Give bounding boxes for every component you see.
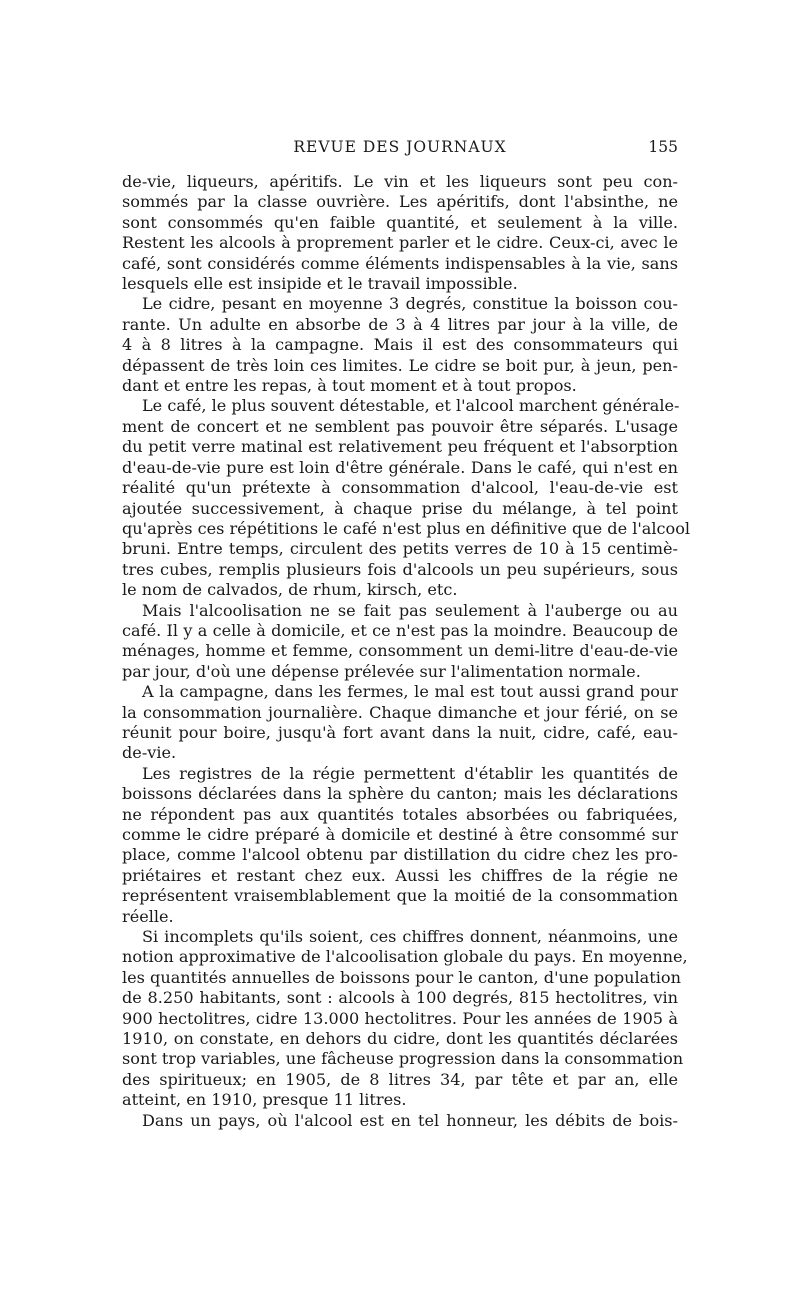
text-line: tres cubes, remplis plusieurs fois d'alcools un peu supérieurs, sous: [122, 559, 678, 579]
text-line: dant et entre les repas, à tout moment et à tout propos.: [122, 376, 577, 396]
paragraph: [122, 764, 678, 927]
text-line: dépassent de très loin ces limites. Le cidre se boit pur, à jeun, pen-: [122, 355, 678, 375]
text-line: réunit pour boire, jusqu'à fort avant dans la nuit, cidre, café, eau-: [122, 722, 678, 742]
text-line: place, comme l'alcool obtenu par distillation du cidre chez les pro-: [122, 845, 678, 865]
text-line: les quantités annuelles de boissons pour le canton, d'une population: [122, 967, 681, 987]
paragraph: [122, 396, 691, 600]
text-line: Les registres de la régie permettent d'établir les quantités de: [142, 763, 678, 783]
running-head: [122, 138, 678, 162]
text-line: le nom de calvados, de rhum, kirsch, etc.: [122, 580, 458, 600]
header-title: REVUE DES JOURNAUX: [293, 138, 507, 156]
text-line: sont consommés qu'en faible quantité, et seulement à la ville.: [122, 212, 678, 232]
body-text: [122, 172, 691, 1131]
text-line: rante. Un adulte en absorbe de 3 à 4 litres par jour à la ville, de: [122, 314, 678, 334]
text-line: ne répondent pas aux quantités totales absorbées ou fabriquées,: [122, 804, 678, 824]
text-line: Le cidre, pesant en moyenne 3 degrés, constitue la boisson cou-: [142, 294, 678, 314]
text-line: de-vie.: [122, 743, 177, 763]
text-line: Restent les alcools à proprement parler et le cidre. Ceux-ci, avec le: [122, 233, 678, 253]
text-line: d'eau-de-vie pure est loin d'être générale. Dans le café, qui n'est en: [122, 457, 678, 477]
text-line: sommés par la classe ouvrière. Les apéritifs, dont l'absinthe, ne: [122, 192, 678, 212]
text-line: réalité qu'un prétexte à consommation d'alcool, l'eau-de-vie est: [122, 478, 678, 498]
text-line: de 8.250 habitants, sont : alcools à 100 degrés, 815 hectolitres, vin: [122, 988, 678, 1008]
text-line: réelle.: [122, 906, 174, 926]
text-line: ménages, homme et femme, consomment un demi-litre d'eau-de-vie: [122, 641, 678, 661]
page: [122, 138, 691, 1131]
text-line: ment de concert et ne semblent pas pouvoir être séparés. L'usage: [122, 416, 678, 436]
paragraph: [122, 294, 678, 396]
text-line: café, sont considérés comme éléments indispensables à la vie, sans: [122, 253, 678, 273]
paragraph: [122, 1111, 678, 1131]
page-number: 155: [648, 138, 678, 156]
text-line: sont trop variables, une fâcheuse progression dans la consommation: [122, 1049, 684, 1069]
text-line: notion approximative de l'alcoolisation globale du pays. En moyenne,: [122, 947, 688, 967]
paragraph: [122, 682, 678, 764]
paragraph: [122, 172, 678, 294]
text-line: café. Il y a celle à domicile, et ce n'est pas la moindre. Beaucoup de: [122, 620, 678, 640]
text-line: bruni. Entre temps, circulent des petits verres de 10 à 15 centimè-: [122, 539, 678, 559]
text-line: 900 hectolitres, cidre 13.000 hectolitres. Pour les années de 1905 à: [122, 1008, 678, 1028]
text-line: représentent vraisemblablement que la moitié de la consommation: [122, 886, 678, 906]
text-line: priétaires et restant chez eux. Aussi les chiffres de la régie ne: [122, 865, 678, 885]
text-line: des spiritueux; en 1905, de 8 litres 34, par tête et par an, elle: [122, 1069, 678, 1089]
text-line: de-vie, liqueurs, apéritifs. Le vin et les liqueurs sont peu con-: [122, 172, 678, 191]
text-line: du petit verre matinal est relativement peu fréquent et l'absorption: [122, 437, 678, 457]
text-line: ajoutée successivement, à chaque prise du mélange, à tel point: [122, 498, 678, 518]
text-line: 1910, on constate, en dehors du cidre, dont les quantités déclarées: [122, 1029, 678, 1049]
text-line: qu'après ces répétitions le café n'est plus en définitive que de l'alcool: [122, 518, 691, 538]
text-line: Mais l'alcoolisation ne se fait pas seulement à l'auberge ou au: [142, 600, 678, 620]
paragraph: [122, 927, 688, 1111]
text-line: Dans un pays, où l'alcool est en tel honneur, les débits de bois-: [142, 1110, 678, 1130]
text-line: A la campagne, dans les fermes, le mal est tout aussi grand pour: [142, 682, 678, 702]
text-line: la consommation journalière. Chaque dimanche et jour férié, on se: [122, 702, 678, 722]
text-line: Le café, le plus souvent détestable, et l'alcool marchent générale-: [142, 396, 680, 416]
text-line: lesquels elle est insipide et le travail impossible.: [122, 274, 518, 294]
text-line: boissons déclarées dans la sphère du canton; mais les déclarations: [122, 784, 678, 804]
text-line: par jour, d'où une dépense prélevée sur l'alimentation normale.: [122, 661, 641, 681]
text-line: Si incomplets qu'ils soient, ces chiffres donnent, néanmoins, une: [142, 927, 678, 947]
text-line: 4 à 8 litres à la campagne. Mais il est des consommateurs qui: [122, 335, 678, 355]
text-line: atteint, en 1910, presque 11 litres.: [122, 1090, 407, 1110]
paragraph: [122, 601, 678, 683]
text-line: comme le cidre préparé à domicile et destiné à être consommé sur: [122, 825, 678, 844]
